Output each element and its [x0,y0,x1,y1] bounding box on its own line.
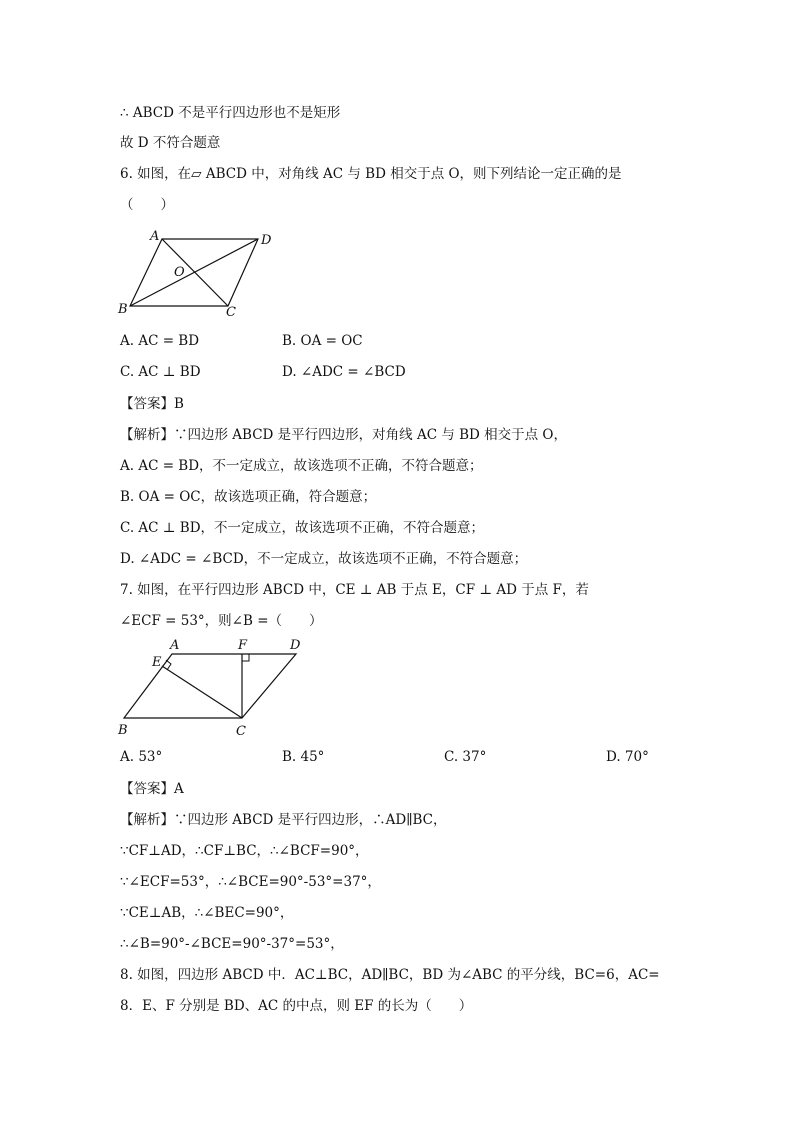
parallelogram-outline [124,654,296,718]
analysis-6-b: B. OA = OC，故该选项正确，符合题意； [120,489,377,505]
diagonal-bd [130,239,258,306]
question-8-stem-cont: 8．E、F 分别是 BD、AC 的中点，则 EF 的长为（ ） [120,998,473,1014]
segment-ce [162,666,242,718]
analysis-6-c: C. AC ⊥ BD，不一定成立，故该选项不正确，不符合题意； [120,520,485,536]
text-line: ∴ ABCD 不是平行四边形也不是矩形 [120,105,341,121]
analysis-7-1: 【解析】∵四边形 ABCD 是平行四边形，∴AD∥BC， [120,812,447,828]
question-8-stem: 8. 如图，四边形 ABCD 中．AC⊥BC，AD∥BC，BD 为∠ABC 的平分线，BC=6，AC= [120,967,660,983]
analysis-6-d: D. ∠ADC = ∠BCD，不一定成立，故该选项不正确，不符合题意； [120,551,528,567]
q7-option-c: C. 37° [444,749,487,765]
q6-option-b: B. OA = OC [282,333,363,349]
parallelogram-figure-q6 [110,226,280,318]
question-6-blank: （ ） [120,197,174,213]
label-c: C [236,724,246,739]
q7-option-a: A. 53° [120,749,163,765]
label-a: A [170,638,180,653]
question-7-stem-cont: ∠ECF = 53°，则∠B =（ ） [120,613,323,629]
question-7-stem: 7. 如图，在平行四边形 ABCD 中，CE ⊥ AB 于点 E，CF ⊥ AD 于点 F，若 [120,582,589,598]
label-e: E [152,655,162,670]
analysis-6: 【解析】∵四边形 ABCD 是平行四边形，对角线 AC 与 BD 相交于点 O， [120,427,568,443]
q6-option-d: D. ∠ADC = ∠BCD [282,364,406,380]
q6-option-a: A. AC = BD [120,333,200,349]
answer-6: 【答案】B [120,396,184,412]
analysis-7-2: ∵CF⊥AD，∴CF⊥BC，∴∠BCF=90°， [120,843,369,859]
label-o: O [174,265,185,280]
right-angle-mark-f [242,654,249,661]
label-a: A [150,229,160,244]
analysis-7-3: ∵∠ECF=53°，∴∠BCE=90°-53°=37°， [120,874,381,890]
label-b: B [118,302,128,317]
answer-7: 【答案】A [120,781,184,797]
question-6-stem: 6. 如图，在▱ ABCD 中，对角线 AC 与 BD 相交于点 O，则下列结论一定正确的是 [120,166,622,182]
analysis-7-5: ∴∠B=90°-∠BCE=90°-37°=53°， [120,936,344,952]
label-c: C [226,305,236,318]
label-f: F [238,638,248,653]
label-b: B [118,723,128,738]
q6-option-c: C. AC ⊥ BD [120,364,201,380]
text-line: 故 D 不符合题意 [120,135,221,151]
label-d: D [261,233,272,248]
parallelogram-figure-q7 [112,636,312,740]
q7-option-d: D. 70° [606,749,649,765]
analysis-7-4: ∵CE⊥AB，∴∠BEC=90°， [120,905,294,921]
label-d: D [290,638,301,653]
q7-option-b: B. 45° [282,749,325,765]
analysis-6-a: A. AC = BD，不一定成立，故该选项不正确，不符合题意； [120,458,483,474]
